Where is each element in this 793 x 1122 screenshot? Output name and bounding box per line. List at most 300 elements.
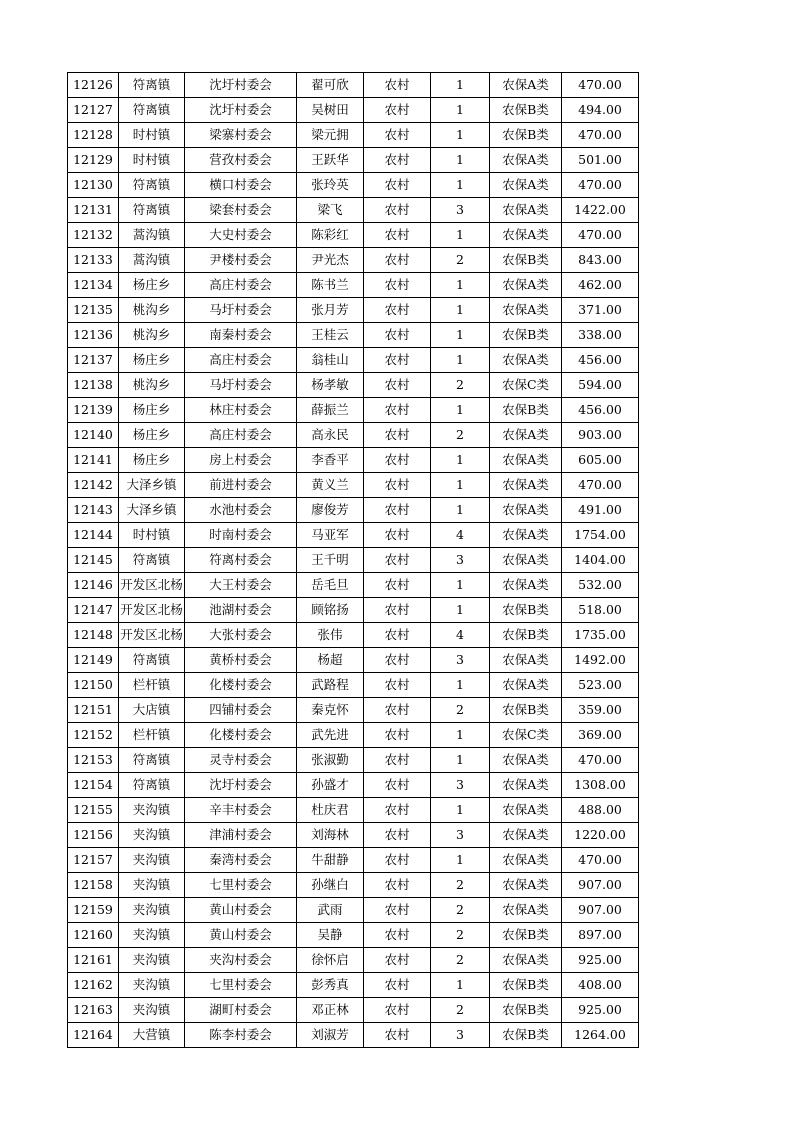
village-cell: 营孜村委会 <box>185 148 297 173</box>
amount-cell: 462.00 <box>562 273 639 298</box>
member-count-cell: 2 <box>431 873 490 898</box>
category-cell: 农保A类 <box>490 948 562 973</box>
village-cell: 梁套村委会 <box>185 198 297 223</box>
member-count-cell: 3 <box>431 648 490 673</box>
table-row <box>68 173 639 198</box>
member-count-cell: 1 <box>431 498 490 523</box>
name-cell: 彭秀真 <box>297 973 364 998</box>
record-id-cell: 12132 <box>68 223 119 248</box>
name-cell: 杜庆君 <box>297 798 364 823</box>
town-cell: 夹沟镇 <box>119 923 185 948</box>
town-cell: 夹沟镇 <box>119 973 185 998</box>
member-count-cell: 1 <box>431 798 490 823</box>
record-id-cell: 12143 <box>68 498 119 523</box>
category-cell: 农保B类 <box>490 398 562 423</box>
category-cell: 农保A类 <box>490 648 562 673</box>
amount-cell: 470.00 <box>562 223 639 248</box>
category-cell: 农保A类 <box>490 523 562 548</box>
record-id-cell: 12160 <box>68 923 119 948</box>
name-cell: 孙继白 <box>297 873 364 898</box>
member-count-cell: 1 <box>431 123 490 148</box>
town-cell: 夹沟镇 <box>119 898 185 923</box>
household-type-cell: 农村 <box>364 798 431 823</box>
member-count-cell: 1 <box>431 298 490 323</box>
record-id-cell: 12157 <box>68 848 119 873</box>
village-cell: 大张村委会 <box>185 623 297 648</box>
table-row <box>68 273 639 298</box>
household-type-cell: 农村 <box>364 348 431 373</box>
town-cell: 时村镇 <box>119 523 185 548</box>
amount-cell: 594.00 <box>562 373 639 398</box>
town-cell: 符离镇 <box>119 748 185 773</box>
category-cell: 农保A类 <box>490 498 562 523</box>
table-row <box>68 998 639 1023</box>
village-cell: 前进村委会 <box>185 473 297 498</box>
category-cell: 农保A类 <box>490 148 562 173</box>
household-type-cell: 农村 <box>364 598 431 623</box>
member-count-cell: 3 <box>431 1023 490 1048</box>
household-type-cell: 农村 <box>364 648 431 673</box>
record-id-cell: 12151 <box>68 698 119 723</box>
village-cell: 秦湾村委会 <box>185 848 297 873</box>
category-cell: 农保A类 <box>490 848 562 873</box>
record-id-cell: 12142 <box>68 473 119 498</box>
member-count-cell: 1 <box>431 98 490 123</box>
town-cell: 大店镇 <box>119 698 185 723</box>
table-row <box>68 623 639 648</box>
town-cell: 符离镇 <box>119 548 185 573</box>
household-type-cell: 农村 <box>364 873 431 898</box>
household-type-cell: 农村 <box>364 423 431 448</box>
member-count-cell: 4 <box>431 523 490 548</box>
town-cell: 夹沟镇 <box>119 848 185 873</box>
village-cell: 黄山村委会 <box>185 898 297 923</box>
village-cell: 黄山村委会 <box>185 923 297 948</box>
amount-cell: 518.00 <box>562 598 639 623</box>
household-type-cell: 农村 <box>364 148 431 173</box>
town-cell: 桃沟乡 <box>119 373 185 398</box>
amount-cell: 523.00 <box>562 673 639 698</box>
member-count-cell: 2 <box>431 423 490 448</box>
household-type-cell: 农村 <box>364 973 431 998</box>
household-type-cell: 农村 <box>364 223 431 248</box>
village-cell: 夹沟村委会 <box>185 948 297 973</box>
relief-roster-table <box>67 72 639 1048</box>
village-cell: 灵寺村委会 <box>185 748 297 773</box>
town-cell: 符离镇 <box>119 773 185 798</box>
amount-cell: 369.00 <box>562 723 639 748</box>
category-cell: 农保B类 <box>490 973 562 998</box>
amount-cell: 491.00 <box>562 498 639 523</box>
village-cell: 水池村委会 <box>185 498 297 523</box>
member-count-cell: 1 <box>431 848 490 873</box>
table-row <box>68 748 639 773</box>
household-type-cell: 农村 <box>364 198 431 223</box>
household-type-cell: 农村 <box>364 473 431 498</box>
town-cell: 开发区北杨 <box>119 573 185 598</box>
amount-cell: 1422.00 <box>562 198 639 223</box>
member-count-cell: 1 <box>431 273 490 298</box>
category-cell: 农保C类 <box>490 723 562 748</box>
village-cell: 沈圩村委会 <box>185 98 297 123</box>
category-cell: 农保B类 <box>490 923 562 948</box>
town-cell: 大泽乡镇 <box>119 473 185 498</box>
record-id-cell: 12145 <box>68 548 119 573</box>
member-count-cell: 1 <box>431 73 490 98</box>
name-cell: 马亚军 <box>297 523 364 548</box>
town-cell: 符离镇 <box>119 648 185 673</box>
member-count-cell: 3 <box>431 773 490 798</box>
name-cell: 黄义兰 <box>297 473 364 498</box>
category-cell: 农保B类 <box>490 623 562 648</box>
amount-cell: 494.00 <box>562 98 639 123</box>
record-id-cell: 12155 <box>68 798 119 823</box>
amount-cell: 371.00 <box>562 298 639 323</box>
table-row <box>68 723 639 748</box>
record-id-cell: 12146 <box>68 573 119 598</box>
record-id-cell: 12128 <box>68 123 119 148</box>
town-cell: 桃沟乡 <box>119 298 185 323</box>
name-cell: 翁桂山 <box>297 348 364 373</box>
household-type-cell: 农村 <box>364 323 431 348</box>
amount-cell: 456.00 <box>562 348 639 373</box>
record-id-cell: 12147 <box>68 598 119 623</box>
village-cell: 高庄村委会 <box>185 423 297 448</box>
name-cell: 张淑勤 <box>297 748 364 773</box>
table-row <box>68 98 639 123</box>
table-body <box>68 73 639 1048</box>
category-cell: 农保A类 <box>490 223 562 248</box>
record-id-cell: 12135 <box>68 298 119 323</box>
category-cell: 农保A类 <box>490 573 562 598</box>
table-row <box>68 73 639 98</box>
name-cell: 高永民 <box>297 423 364 448</box>
amount-cell: 488.00 <box>562 798 639 823</box>
village-cell: 马圩村委会 <box>185 373 297 398</box>
name-cell: 廖俊芳 <box>297 498 364 523</box>
household-type-cell: 农村 <box>364 73 431 98</box>
name-cell: 梁元拥 <box>297 123 364 148</box>
amount-cell: 903.00 <box>562 423 639 448</box>
category-cell: 农保A类 <box>490 673 562 698</box>
household-type-cell: 农村 <box>364 98 431 123</box>
amount-cell: 532.00 <box>562 573 639 598</box>
village-cell: 黄桥村委会 <box>185 648 297 673</box>
member-count-cell: 4 <box>431 623 490 648</box>
member-count-cell: 1 <box>431 723 490 748</box>
member-count-cell: 2 <box>431 898 490 923</box>
category-cell: 农保A类 <box>490 198 562 223</box>
member-count-cell: 2 <box>431 373 490 398</box>
village-cell: 陈李村委会 <box>185 1023 297 1048</box>
member-count-cell: 2 <box>431 923 490 948</box>
household-type-cell: 农村 <box>364 848 431 873</box>
household-type-cell: 农村 <box>364 698 431 723</box>
name-cell: 孙盛才 <box>297 773 364 798</box>
amount-cell: 470.00 <box>562 123 639 148</box>
household-type-cell: 农村 <box>364 673 431 698</box>
record-id-cell: 12139 <box>68 398 119 423</box>
record-id-cell: 12158 <box>68 873 119 898</box>
record-id-cell: 12156 <box>68 823 119 848</box>
name-cell: 杨超 <box>297 648 364 673</box>
record-id-cell: 12131 <box>68 198 119 223</box>
record-id-cell: 12152 <box>68 723 119 748</box>
town-cell: 大营镇 <box>119 1023 185 1048</box>
village-cell: 尹楼村委会 <box>185 248 297 273</box>
record-id-cell: 12134 <box>68 273 119 298</box>
member-count-cell: 1 <box>431 748 490 773</box>
amount-cell: 408.00 <box>562 973 639 998</box>
record-id-cell: 12126 <box>68 73 119 98</box>
category-cell: 农保A类 <box>490 898 562 923</box>
table-row <box>68 773 639 798</box>
table-row <box>68 298 639 323</box>
table-row <box>68 323 639 348</box>
name-cell: 张月芳 <box>297 298 364 323</box>
town-cell: 栏杆镇 <box>119 673 185 698</box>
category-cell: 农保A类 <box>490 448 562 473</box>
name-cell: 薛振兰 <box>297 398 364 423</box>
name-cell: 吴静 <box>297 923 364 948</box>
category-cell: 农保B类 <box>490 698 562 723</box>
village-cell: 房上村委会 <box>185 448 297 473</box>
table-row <box>68 398 639 423</box>
name-cell: 李香平 <box>297 448 364 473</box>
amount-cell: 1492.00 <box>562 648 639 673</box>
amount-cell: 925.00 <box>562 998 639 1023</box>
category-cell: 农保B类 <box>490 323 562 348</box>
record-id-cell: 12144 <box>68 523 119 548</box>
amount-cell: 1264.00 <box>562 1023 639 1048</box>
table-row <box>68 898 639 923</box>
table-row <box>68 848 639 873</box>
name-cell: 王千明 <box>297 548 364 573</box>
village-cell: 梁寨村委会 <box>185 123 297 148</box>
category-cell: 农保A类 <box>490 798 562 823</box>
category-cell: 农保B类 <box>490 998 562 1023</box>
table-row <box>68 673 639 698</box>
name-cell: 张伟 <box>297 623 364 648</box>
amount-cell: 1220.00 <box>562 823 639 848</box>
household-type-cell: 农村 <box>364 498 431 523</box>
member-count-cell: 2 <box>431 948 490 973</box>
town-cell: 夹沟镇 <box>119 823 185 848</box>
village-cell: 七里村委会 <box>185 973 297 998</box>
household-type-cell: 农村 <box>364 948 431 973</box>
village-cell: 横口村委会 <box>185 173 297 198</box>
town-cell: 符离镇 <box>119 73 185 98</box>
town-cell: 杨庄乡 <box>119 273 185 298</box>
town-cell: 时村镇 <box>119 123 185 148</box>
village-cell: 南秦村委会 <box>185 323 297 348</box>
member-count-cell: 1 <box>431 398 490 423</box>
name-cell: 王跃华 <box>297 148 364 173</box>
household-type-cell: 农村 <box>364 523 431 548</box>
table-row <box>68 698 639 723</box>
household-type-cell: 农村 <box>364 298 431 323</box>
record-id-cell: 12129 <box>68 148 119 173</box>
town-cell: 开发区北杨 <box>119 598 185 623</box>
town-cell: 符离镇 <box>119 173 185 198</box>
category-cell: 农保C类 <box>490 373 562 398</box>
category-cell: 农保A类 <box>490 173 562 198</box>
member-count-cell: 1 <box>431 473 490 498</box>
category-cell: 农保A类 <box>490 348 562 373</box>
table-row <box>68 248 639 273</box>
table-row <box>68 373 639 398</box>
member-count-cell: 1 <box>431 348 490 373</box>
village-cell: 四铺村委会 <box>185 698 297 723</box>
category-cell: 农保A类 <box>490 273 562 298</box>
amount-cell: 359.00 <box>562 698 639 723</box>
village-cell: 湖町村委会 <box>185 998 297 1023</box>
name-cell: 刘海林 <box>297 823 364 848</box>
category-cell: 农保A类 <box>490 423 562 448</box>
record-id-cell: 12150 <box>68 673 119 698</box>
village-cell: 大王村委会 <box>185 573 297 598</box>
village-cell: 沈圩村委会 <box>185 773 297 798</box>
household-type-cell: 农村 <box>364 273 431 298</box>
household-type-cell: 农村 <box>364 573 431 598</box>
category-cell: 农保B类 <box>490 598 562 623</box>
category-cell: 农保A类 <box>490 298 562 323</box>
name-cell: 岳毛旦 <box>297 573 364 598</box>
household-type-cell: 农村 <box>364 123 431 148</box>
village-cell: 化楼村委会 <box>185 723 297 748</box>
record-id-cell: 12140 <box>68 423 119 448</box>
table-row <box>68 423 639 448</box>
town-cell: 桃沟乡 <box>119 323 185 348</box>
member-count-cell: 3 <box>431 823 490 848</box>
town-cell: 大泽乡镇 <box>119 498 185 523</box>
village-cell: 林庄村委会 <box>185 398 297 423</box>
name-cell: 陈书兰 <box>297 273 364 298</box>
amount-cell: 456.00 <box>562 398 639 423</box>
table-row <box>68 148 639 173</box>
record-id-cell: 12163 <box>68 998 119 1023</box>
household-type-cell: 农村 <box>364 923 431 948</box>
table-row <box>68 123 639 148</box>
village-cell: 符离村委会 <box>185 548 297 573</box>
amount-cell: 1308.00 <box>562 773 639 798</box>
village-cell: 辛丰村委会 <box>185 798 297 823</box>
name-cell: 武路程 <box>297 673 364 698</box>
name-cell: 徐怀启 <box>297 948 364 973</box>
table-row <box>68 348 639 373</box>
town-cell: 夹沟镇 <box>119 873 185 898</box>
village-cell: 沈圩村委会 <box>185 73 297 98</box>
amount-cell: 843.00 <box>562 248 639 273</box>
name-cell: 梁飞 <box>297 198 364 223</box>
category-cell: 农保A类 <box>490 473 562 498</box>
member-count-cell: 1 <box>431 173 490 198</box>
town-cell: 夹沟镇 <box>119 798 185 823</box>
name-cell: 顾铭扬 <box>297 598 364 623</box>
town-cell: 杨庄乡 <box>119 423 185 448</box>
member-count-cell: 2 <box>431 698 490 723</box>
category-cell: 农保A类 <box>490 548 562 573</box>
record-id-cell: 12141 <box>68 448 119 473</box>
table-row <box>68 498 639 523</box>
village-cell: 大史村委会 <box>185 223 297 248</box>
amount-cell: 470.00 <box>562 473 639 498</box>
member-count-cell: 3 <box>431 548 490 573</box>
member-count-cell: 1 <box>431 148 490 173</box>
table-row <box>68 223 639 248</box>
category-cell: 农保B类 <box>490 98 562 123</box>
amount-cell: 470.00 <box>562 73 639 98</box>
record-id-cell: 12133 <box>68 248 119 273</box>
town-cell: 符离镇 <box>119 198 185 223</box>
amount-cell: 925.00 <box>562 948 639 973</box>
table-row <box>68 473 639 498</box>
amount-cell: 470.00 <box>562 848 639 873</box>
village-cell: 七里村委会 <box>185 873 297 898</box>
household-type-cell: 农村 <box>364 998 431 1023</box>
category-cell: 农保A类 <box>490 748 562 773</box>
table-row <box>68 873 639 898</box>
table-row <box>68 648 639 673</box>
category-cell: 农保A类 <box>490 823 562 848</box>
amount-cell: 470.00 <box>562 173 639 198</box>
record-id-cell: 12162 <box>68 973 119 998</box>
village-cell: 池湖村委会 <box>185 598 297 623</box>
category-cell: 农保A类 <box>490 873 562 898</box>
household-type-cell: 农村 <box>364 398 431 423</box>
table-row <box>68 823 639 848</box>
member-count-cell: 2 <box>431 248 490 273</box>
town-cell: 栏杆镇 <box>119 723 185 748</box>
table-row <box>68 573 639 598</box>
town-cell: 开发区北杨 <box>119 623 185 648</box>
name-cell: 陈彩红 <box>297 223 364 248</box>
category-cell: 农保A类 <box>490 73 562 98</box>
name-cell: 武雨 <box>297 898 364 923</box>
village-cell: 马圩村委会 <box>185 298 297 323</box>
record-id-cell: 12159 <box>68 898 119 923</box>
town-cell: 杨庄乡 <box>119 448 185 473</box>
name-cell: 武先进 <box>297 723 364 748</box>
member-count-cell: 1 <box>431 323 490 348</box>
category-cell: 农保A类 <box>490 773 562 798</box>
category-cell: 农保B类 <box>490 248 562 273</box>
record-id-cell: 12127 <box>68 98 119 123</box>
village-cell: 津浦村委会 <box>185 823 297 848</box>
amount-cell: 1735.00 <box>562 623 639 648</box>
record-id-cell: 12136 <box>68 323 119 348</box>
table-row <box>68 1023 639 1048</box>
household-type-cell: 农村 <box>364 623 431 648</box>
household-type-cell: 农村 <box>364 723 431 748</box>
village-cell: 时南村委会 <box>185 523 297 548</box>
table-row <box>68 948 639 973</box>
name-cell: 刘淑芳 <box>297 1023 364 1048</box>
table-row <box>68 548 639 573</box>
amount-cell: 338.00 <box>562 323 639 348</box>
amount-cell: 907.00 <box>562 873 639 898</box>
town-cell: 夹沟镇 <box>119 998 185 1023</box>
name-cell: 翟可欣 <box>297 73 364 98</box>
town-cell: 符离镇 <box>119 98 185 123</box>
village-cell: 化楼村委会 <box>185 673 297 698</box>
member-count-cell: 1 <box>431 673 490 698</box>
town-cell: 杨庄乡 <box>119 398 185 423</box>
amount-cell: 897.00 <box>562 923 639 948</box>
record-id-cell: 12148 <box>68 623 119 648</box>
household-type-cell: 农村 <box>364 1023 431 1048</box>
name-cell: 张玲英 <box>297 173 364 198</box>
